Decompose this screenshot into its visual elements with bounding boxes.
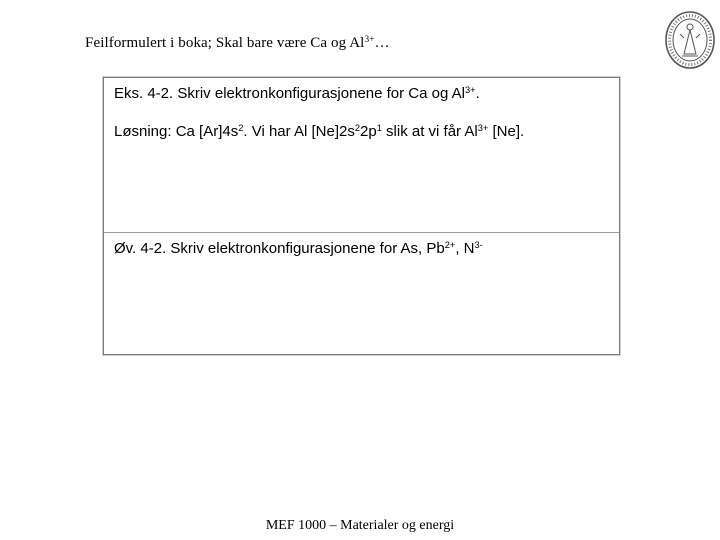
example-solution: Løsning: Ca $[Ar]4s^2$. Vi har Al $[Ne]2s^22p^1$ slik at vi får $Al^{3+}$ [Ne]. (114, 122, 525, 140)
header-note: Feilformulert i boka; Skal bare være Ca og $Al^{3+}\dots$ (85, 34, 390, 51)
university-seal-icon (664, 10, 716, 70)
exercise-title: Øv. 4-2. Skriv elektronkonfigurasjonene for As, $Pb^{2+}$, $N^{3-}$ (114, 239, 483, 257)
example-title: Eks. 4-2. Skriv elektronkonfigurasjonene for Ca og $Al^{3+}$. (114, 84, 480, 102)
content-table (103, 77, 620, 355)
table-divider (104, 232, 619, 233)
footer: MEF 1000 – Materialer og energi (265, 518, 455, 533)
